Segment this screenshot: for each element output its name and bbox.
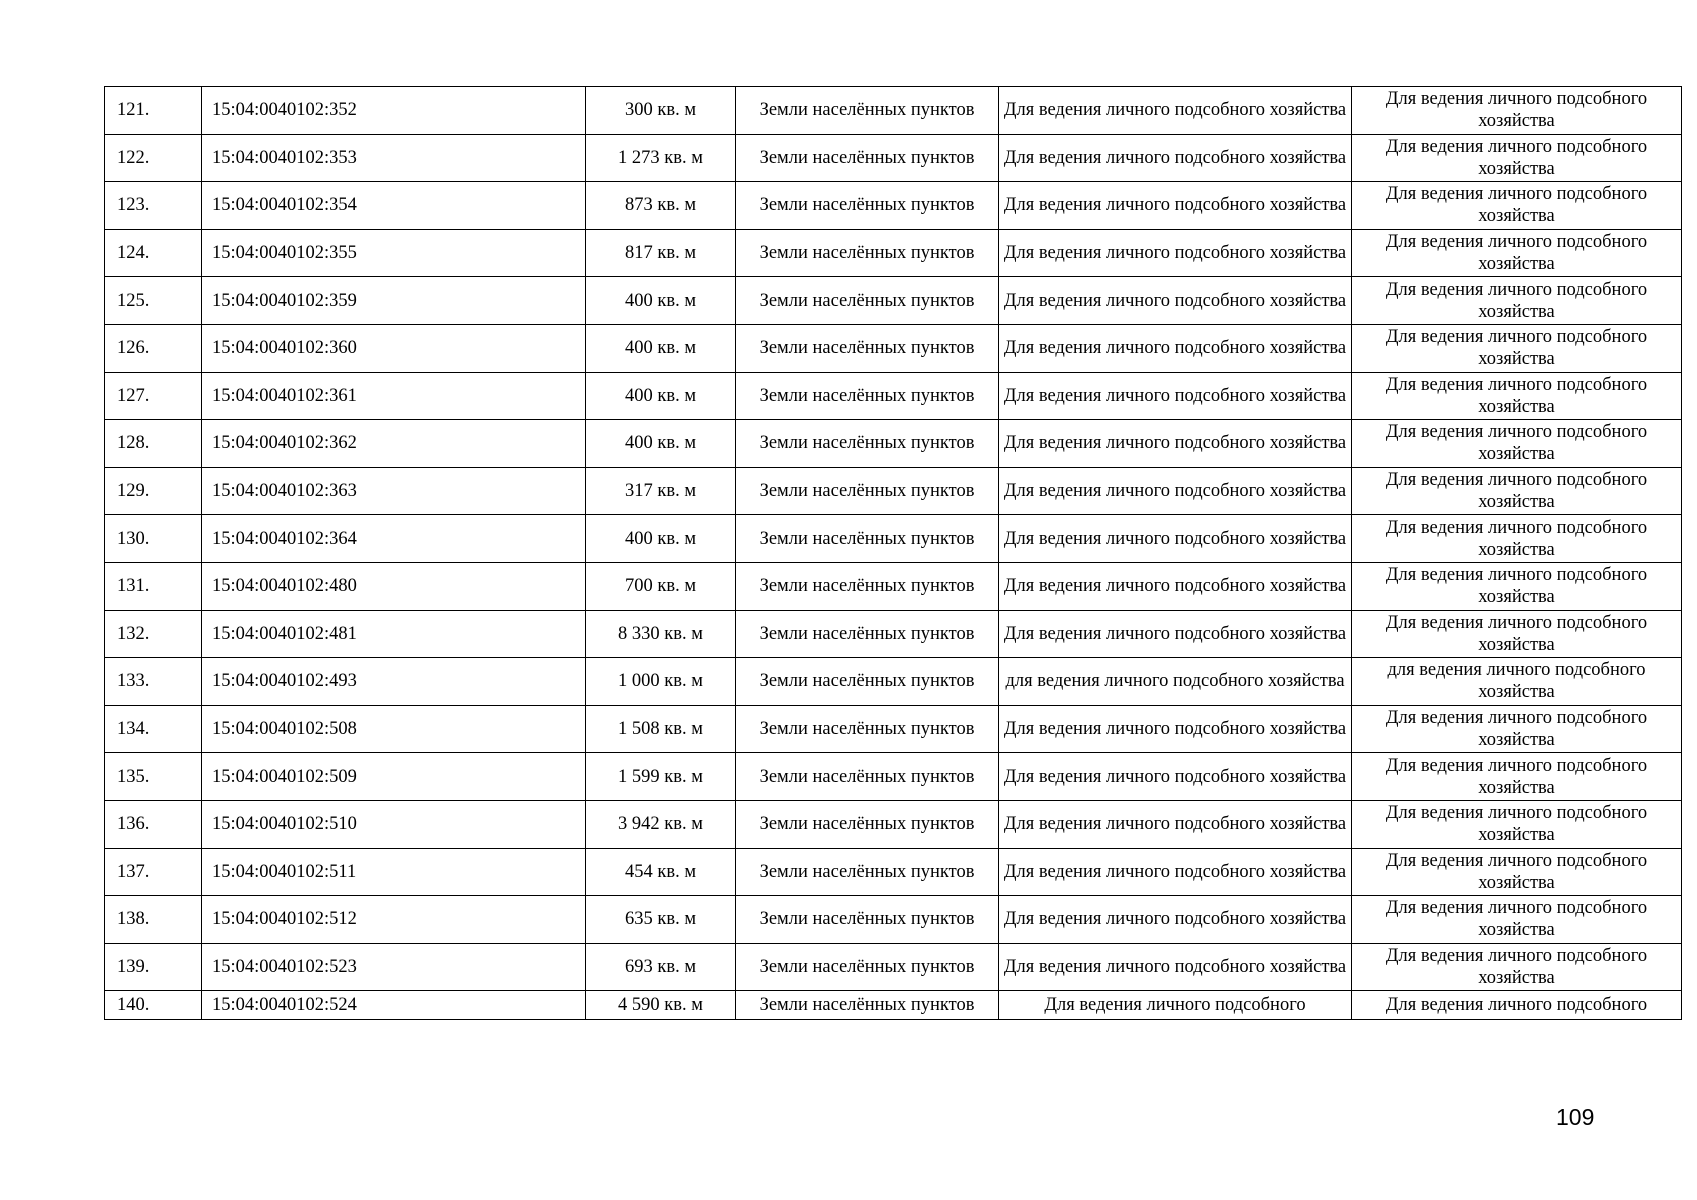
cadastral-number-cell: 15:04:0040102:353 bbox=[202, 134, 586, 182]
actual-use-cell: Для ведения личного подсобного хозяйства bbox=[1352, 182, 1682, 230]
table-row bbox=[105, 467, 1682, 515]
permitted-use-cell: Для ведения личного подсобного хозяйства bbox=[999, 324, 1352, 372]
table-row bbox=[105, 658, 1682, 706]
area-cell: 1 599 кв. м bbox=[586, 753, 736, 801]
row-number-cell: 136. bbox=[105, 800, 202, 848]
actual-use-cell: Для ведения личного подсобного хозяйства bbox=[1352, 420, 1682, 468]
land-category-cell: Земли населённых пунктов bbox=[736, 610, 999, 658]
cadastral-number-cell: 15:04:0040102:352 bbox=[202, 87, 586, 135]
row-number-cell: 129. bbox=[105, 467, 202, 515]
permitted-use-cell: Для ведения личного подсобного bbox=[999, 991, 1352, 1020]
land-category-cell: Земли населённых пунктов bbox=[736, 324, 999, 372]
land-plots-table bbox=[104, 86, 1682, 1020]
cadastral-number-cell: 15:04:0040102:355 bbox=[202, 229, 586, 277]
area-cell: 817 кв. м bbox=[586, 229, 736, 277]
row-number-cell: 124. bbox=[105, 229, 202, 277]
area-cell: 8 330 кв. м bbox=[586, 610, 736, 658]
table-row bbox=[105, 515, 1682, 563]
table-row bbox=[105, 991, 1682, 1020]
area-cell: 873 кв. м bbox=[586, 182, 736, 230]
cadastral-number-cell: 15:04:0040102:493 bbox=[202, 658, 586, 706]
area-cell: 700 кв. м bbox=[586, 562, 736, 610]
permitted-use-cell: Для ведения личного подсобного хозяйства bbox=[999, 87, 1352, 135]
area-cell: 635 кв. м bbox=[586, 896, 736, 944]
actual-use-cell: Для ведения личного подсобного хозяйства bbox=[1352, 610, 1682, 658]
land-category-cell: Земли населённых пунктов bbox=[736, 658, 999, 706]
permitted-use-cell: Для ведения личного подсобного хозяйства bbox=[999, 800, 1352, 848]
table-row bbox=[105, 324, 1682, 372]
land-category-cell: Земли населённых пунктов bbox=[736, 991, 999, 1020]
row-number-cell: 123. bbox=[105, 182, 202, 230]
permitted-use-cell: Для ведения личного подсобного хозяйства bbox=[999, 562, 1352, 610]
actual-use-cell: Для ведения личного подсобного хозяйства bbox=[1352, 800, 1682, 848]
land-category-cell: Земли населённых пунктов bbox=[736, 705, 999, 753]
table-row bbox=[105, 420, 1682, 468]
permitted-use-cell: Для ведения личного подсобного хозяйства bbox=[999, 467, 1352, 515]
cadastral-number-cell: 15:04:0040102:510 bbox=[202, 800, 586, 848]
land-category-cell: Земли населённых пунктов bbox=[736, 134, 999, 182]
land-category-cell: Земли населённых пунктов bbox=[736, 182, 999, 230]
permitted-use-cell: Для ведения личного подсобного хозяйства bbox=[999, 277, 1352, 325]
area-cell: 454 кв. м bbox=[586, 848, 736, 896]
actual-use-cell: для ведения личного подсобного хозяйства bbox=[1352, 658, 1682, 706]
permitted-use-cell: для ведения личного подсобного хозяйства bbox=[999, 658, 1352, 706]
actual-use-cell: Для ведения личного подсобного хозяйства bbox=[1352, 896, 1682, 944]
table-body bbox=[105, 87, 1682, 1020]
land-category-cell: Земли населённых пунктов bbox=[736, 943, 999, 991]
row-number-cell: 122. bbox=[105, 134, 202, 182]
row-number-cell: 126. bbox=[105, 324, 202, 372]
area-cell: 1 508 кв. м bbox=[586, 705, 736, 753]
cadastral-number-cell: 15:04:0040102:512 bbox=[202, 896, 586, 944]
table-row bbox=[105, 800, 1682, 848]
land-category-cell: Земли населённых пунктов bbox=[736, 515, 999, 563]
row-number-cell: 132. bbox=[105, 610, 202, 658]
table-row bbox=[105, 705, 1682, 753]
permitted-use-cell: Для ведения личного подсобного хозяйства bbox=[999, 372, 1352, 420]
table-row bbox=[105, 848, 1682, 896]
row-number-cell: 125. bbox=[105, 277, 202, 325]
row-number-cell: 138. bbox=[105, 896, 202, 944]
area-cell: 1 273 кв. м bbox=[586, 134, 736, 182]
permitted-use-cell: Для ведения личного подсобного хозяйства bbox=[999, 420, 1352, 468]
area-cell: 300 кв. м bbox=[586, 87, 736, 135]
land-category-cell: Земли населённых пунктов bbox=[736, 896, 999, 944]
area-cell: 400 кв. м bbox=[586, 515, 736, 563]
cadastral-number-cell: 15:04:0040102:364 bbox=[202, 515, 586, 563]
area-cell: 1 000 кв. м bbox=[586, 658, 736, 706]
land-category-cell: Земли населённых пунктов bbox=[736, 848, 999, 896]
table-row bbox=[105, 87, 1682, 135]
land-category-cell: Земли населённых пунктов bbox=[736, 753, 999, 801]
table-row bbox=[105, 134, 1682, 182]
cadastral-number-cell: 15:04:0040102:511 bbox=[202, 848, 586, 896]
cadastral-number-cell: 15:04:0040102:361 bbox=[202, 372, 586, 420]
table-row bbox=[105, 562, 1682, 610]
actual-use-cell: Для ведения личного подсобного bbox=[1352, 991, 1682, 1020]
actual-use-cell: Для ведения личного подсобного хозяйства bbox=[1352, 515, 1682, 563]
permitted-use-cell: Для ведения личного подсобного хозяйства bbox=[999, 610, 1352, 658]
actual-use-cell: Для ведения личного подсобного хозяйства bbox=[1352, 848, 1682, 896]
actual-use-cell: Для ведения личного подсобного хозяйства bbox=[1352, 87, 1682, 135]
permitted-use-cell: Для ведения личного подсобного хозяйства bbox=[999, 753, 1352, 801]
permitted-use-cell: Для ведения личного подсобного хозяйства bbox=[999, 182, 1352, 230]
actual-use-cell: Для ведения личного подсобного хозяйства bbox=[1352, 372, 1682, 420]
cadastral-number-cell: 15:04:0040102:363 bbox=[202, 467, 586, 515]
row-number-cell: 121. bbox=[105, 87, 202, 135]
cadastral-number-cell: 15:04:0040102:523 bbox=[202, 943, 586, 991]
table-row bbox=[105, 943, 1682, 991]
table-row bbox=[105, 372, 1682, 420]
table-row bbox=[105, 610, 1682, 658]
area-cell: 400 кв. м bbox=[586, 324, 736, 372]
row-number-cell: 130. bbox=[105, 515, 202, 563]
cadastral-number-cell: 15:04:0040102:481 bbox=[202, 610, 586, 658]
row-number-cell: 128. bbox=[105, 420, 202, 468]
row-number-cell: 140. bbox=[105, 991, 202, 1020]
area-cell: 4 590 кв. м bbox=[586, 991, 736, 1020]
actual-use-cell: Для ведения личного подсобного хозяйства bbox=[1352, 943, 1682, 991]
permitted-use-cell: Для ведения личного подсобного хозяйства bbox=[999, 896, 1352, 944]
permitted-use-cell: Для ведения личного подсобного хозяйства bbox=[999, 943, 1352, 991]
area-cell: 400 кв. м bbox=[586, 372, 736, 420]
cadastral-number-cell: 15:04:0040102:524 bbox=[202, 991, 586, 1020]
land-category-cell: Земли населённых пунктов bbox=[736, 229, 999, 277]
actual-use-cell: Для ведения личного подсобного хозяйства bbox=[1352, 753, 1682, 801]
area-cell: 400 кв. м bbox=[586, 277, 736, 325]
permitted-use-cell: Для ведения личного подсобного хозяйства bbox=[999, 848, 1352, 896]
land-category-cell: Земли населённых пунктов bbox=[736, 467, 999, 515]
actual-use-cell: Для ведения личного подсобного хозяйства bbox=[1352, 324, 1682, 372]
permitted-use-cell: Для ведения личного подсобного хозяйства bbox=[999, 705, 1352, 753]
row-number-cell: 137. bbox=[105, 848, 202, 896]
actual-use-cell: Для ведения личного подсобного хозяйства bbox=[1352, 134, 1682, 182]
cadastral-number-cell: 15:04:0040102:480 bbox=[202, 562, 586, 610]
area-cell: 400 кв. м bbox=[586, 420, 736, 468]
area-cell: 693 кв. м bbox=[586, 943, 736, 991]
cadastral-number-cell: 15:04:0040102:509 bbox=[202, 753, 586, 801]
table-row bbox=[105, 753, 1682, 801]
land-category-cell: Земли населённых пунктов bbox=[736, 562, 999, 610]
table-row bbox=[105, 182, 1682, 230]
row-number-cell: 135. bbox=[105, 753, 202, 801]
actual-use-cell: Для ведения личного подсобного хозяйства bbox=[1352, 562, 1682, 610]
cadastral-number-cell: 15:04:0040102:362 bbox=[202, 420, 586, 468]
table-row bbox=[105, 229, 1682, 277]
cadastral-number-cell: 15:04:0040102:508 bbox=[202, 705, 586, 753]
actual-use-cell: Для ведения личного подсобного хозяйства bbox=[1352, 467, 1682, 515]
actual-use-cell: Для ведения личного подсобного хозяйства bbox=[1352, 705, 1682, 753]
table-row bbox=[105, 896, 1682, 944]
permitted-use-cell: Для ведения личного подсобного хозяйства bbox=[999, 515, 1352, 563]
area-cell: 317 кв. м bbox=[586, 467, 736, 515]
area-cell: 3 942 кв. м bbox=[586, 800, 736, 848]
row-number-cell: 139. bbox=[105, 943, 202, 991]
actual-use-cell: Для ведения личного подсобного хозяйства bbox=[1352, 277, 1682, 325]
land-category-cell: Земли населённых пунктов bbox=[736, 800, 999, 848]
land-category-cell: Земли населённых пунктов bbox=[736, 277, 999, 325]
permitted-use-cell: Для ведения личного подсобного хозяйства bbox=[999, 134, 1352, 182]
page-number: 109 bbox=[1556, 1104, 1595, 1130]
land-category-cell: Земли населённых пунктов bbox=[736, 87, 999, 135]
row-number-cell: 127. bbox=[105, 372, 202, 420]
cadastral-number-cell: 15:04:0040102:354 bbox=[202, 182, 586, 230]
table-row bbox=[105, 277, 1682, 325]
land-category-cell: Земли населённых пунктов bbox=[736, 420, 999, 468]
cadastral-number-cell: 15:04:0040102:360 bbox=[202, 324, 586, 372]
row-number-cell: 134. bbox=[105, 705, 202, 753]
cadastral-number-cell: 15:04:0040102:359 bbox=[202, 277, 586, 325]
row-number-cell: 131. bbox=[105, 562, 202, 610]
row-number-cell: 133. bbox=[105, 658, 202, 706]
actual-use-cell: Для ведения личного подсобного хозяйства bbox=[1352, 229, 1682, 277]
land-category-cell: Земли населённых пунктов bbox=[736, 372, 999, 420]
permitted-use-cell: Для ведения личного подсобного хозяйства bbox=[999, 229, 1352, 277]
